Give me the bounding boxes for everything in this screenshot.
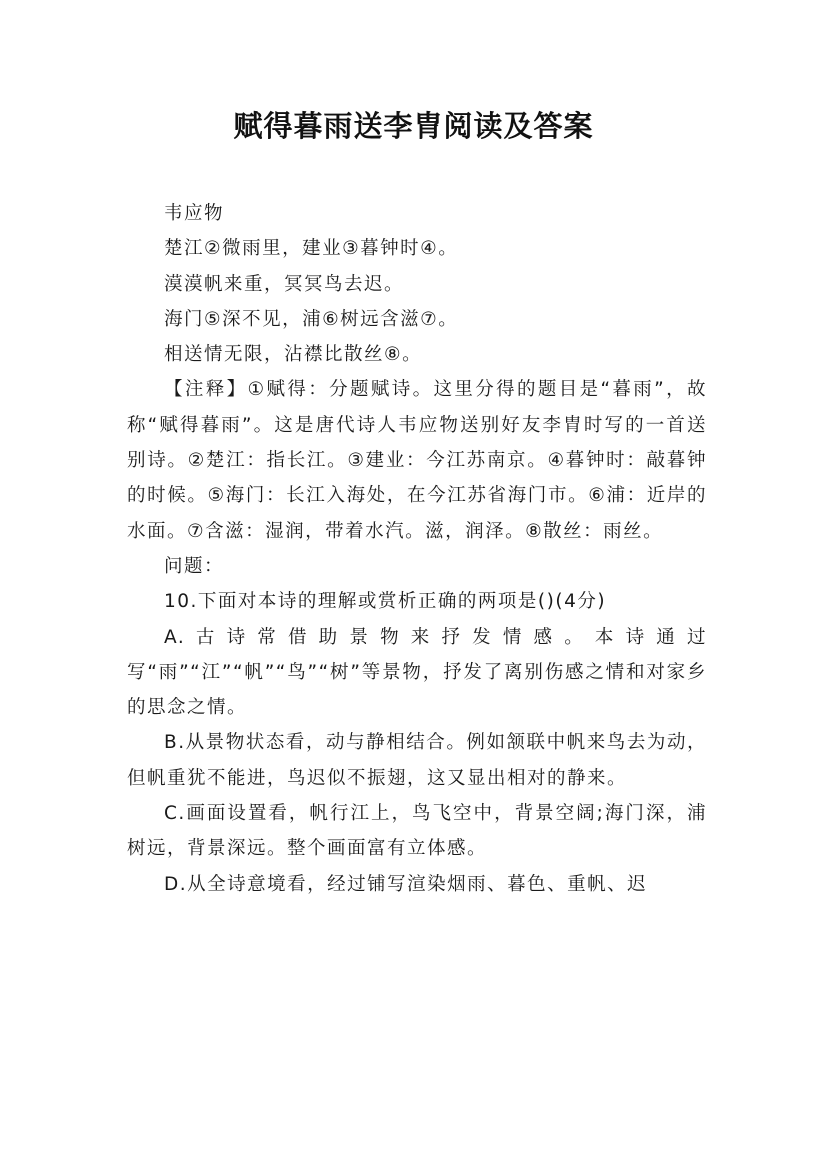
option-a: A.古诗常借助景物来抒发情感。本诗通过写“雨”“江”“帆”“鸟”“树”等景物，抒发了离别伤感之情和对家乡的思念之情。 bbox=[127, 626, 707, 719]
author-line: 韦应物 bbox=[164, 203, 225, 224]
question-label: 问题： bbox=[164, 555, 225, 577]
option-c: C.画面设置看，帆行江上，鸟飞空中，背景空阔;海门深，浦树远，背景深远。整个画面富有立体感。 bbox=[127, 803, 707, 860]
document-body bbox=[127, 196, 707, 902]
notes-paragraph: 【注释】①赋得：分题赋诗。这里分得的题目是“暮雨”，故称“赋得暮雨”。这是唐代诗人韦应物送别好友李胄时写的一首送别诗。②楚江：指长江。③建业：今江苏南京。④暮钟时：敲暮钟的时候。⑤海门：长江入海处，在今江苏省海门市。⑥浦：近岸的水面。⑦含滋：湿润，带着水汽。滋，润泽。⑧散丝：雨丝。 bbox=[127, 379, 707, 542]
question-text: 10.下面对本诗的理解或赏析正确的两项是()(4分) bbox=[164, 591, 607, 613]
page-title: 赋得暮雨送李胄阅读及答案 bbox=[233, 109, 594, 143]
poem-line: 相送情无限，沾襟比散丝⑧。 bbox=[164, 344, 423, 366]
option-b: B.从景物状态看，动与静相结合。例如颔联中帆来鸟去为动，但帆重犹不能进，鸟迟似不振翅，这又显出相对的静来。 bbox=[127, 732, 707, 789]
option-d: D.从全诗意境看，经过铺写渲染烟雨、暮色、重帆、迟 bbox=[164, 873, 648, 895]
poem-line: 楚江②微雨里，建业③暮钟时④。 bbox=[164, 238, 459, 260]
poem-line: 漠漠帆来重，冥冥鸟去迟。 bbox=[164, 273, 405, 295]
poem-line: 海门⑤深不见，浦⑥树远含滋⑦。 bbox=[164, 308, 459, 330]
